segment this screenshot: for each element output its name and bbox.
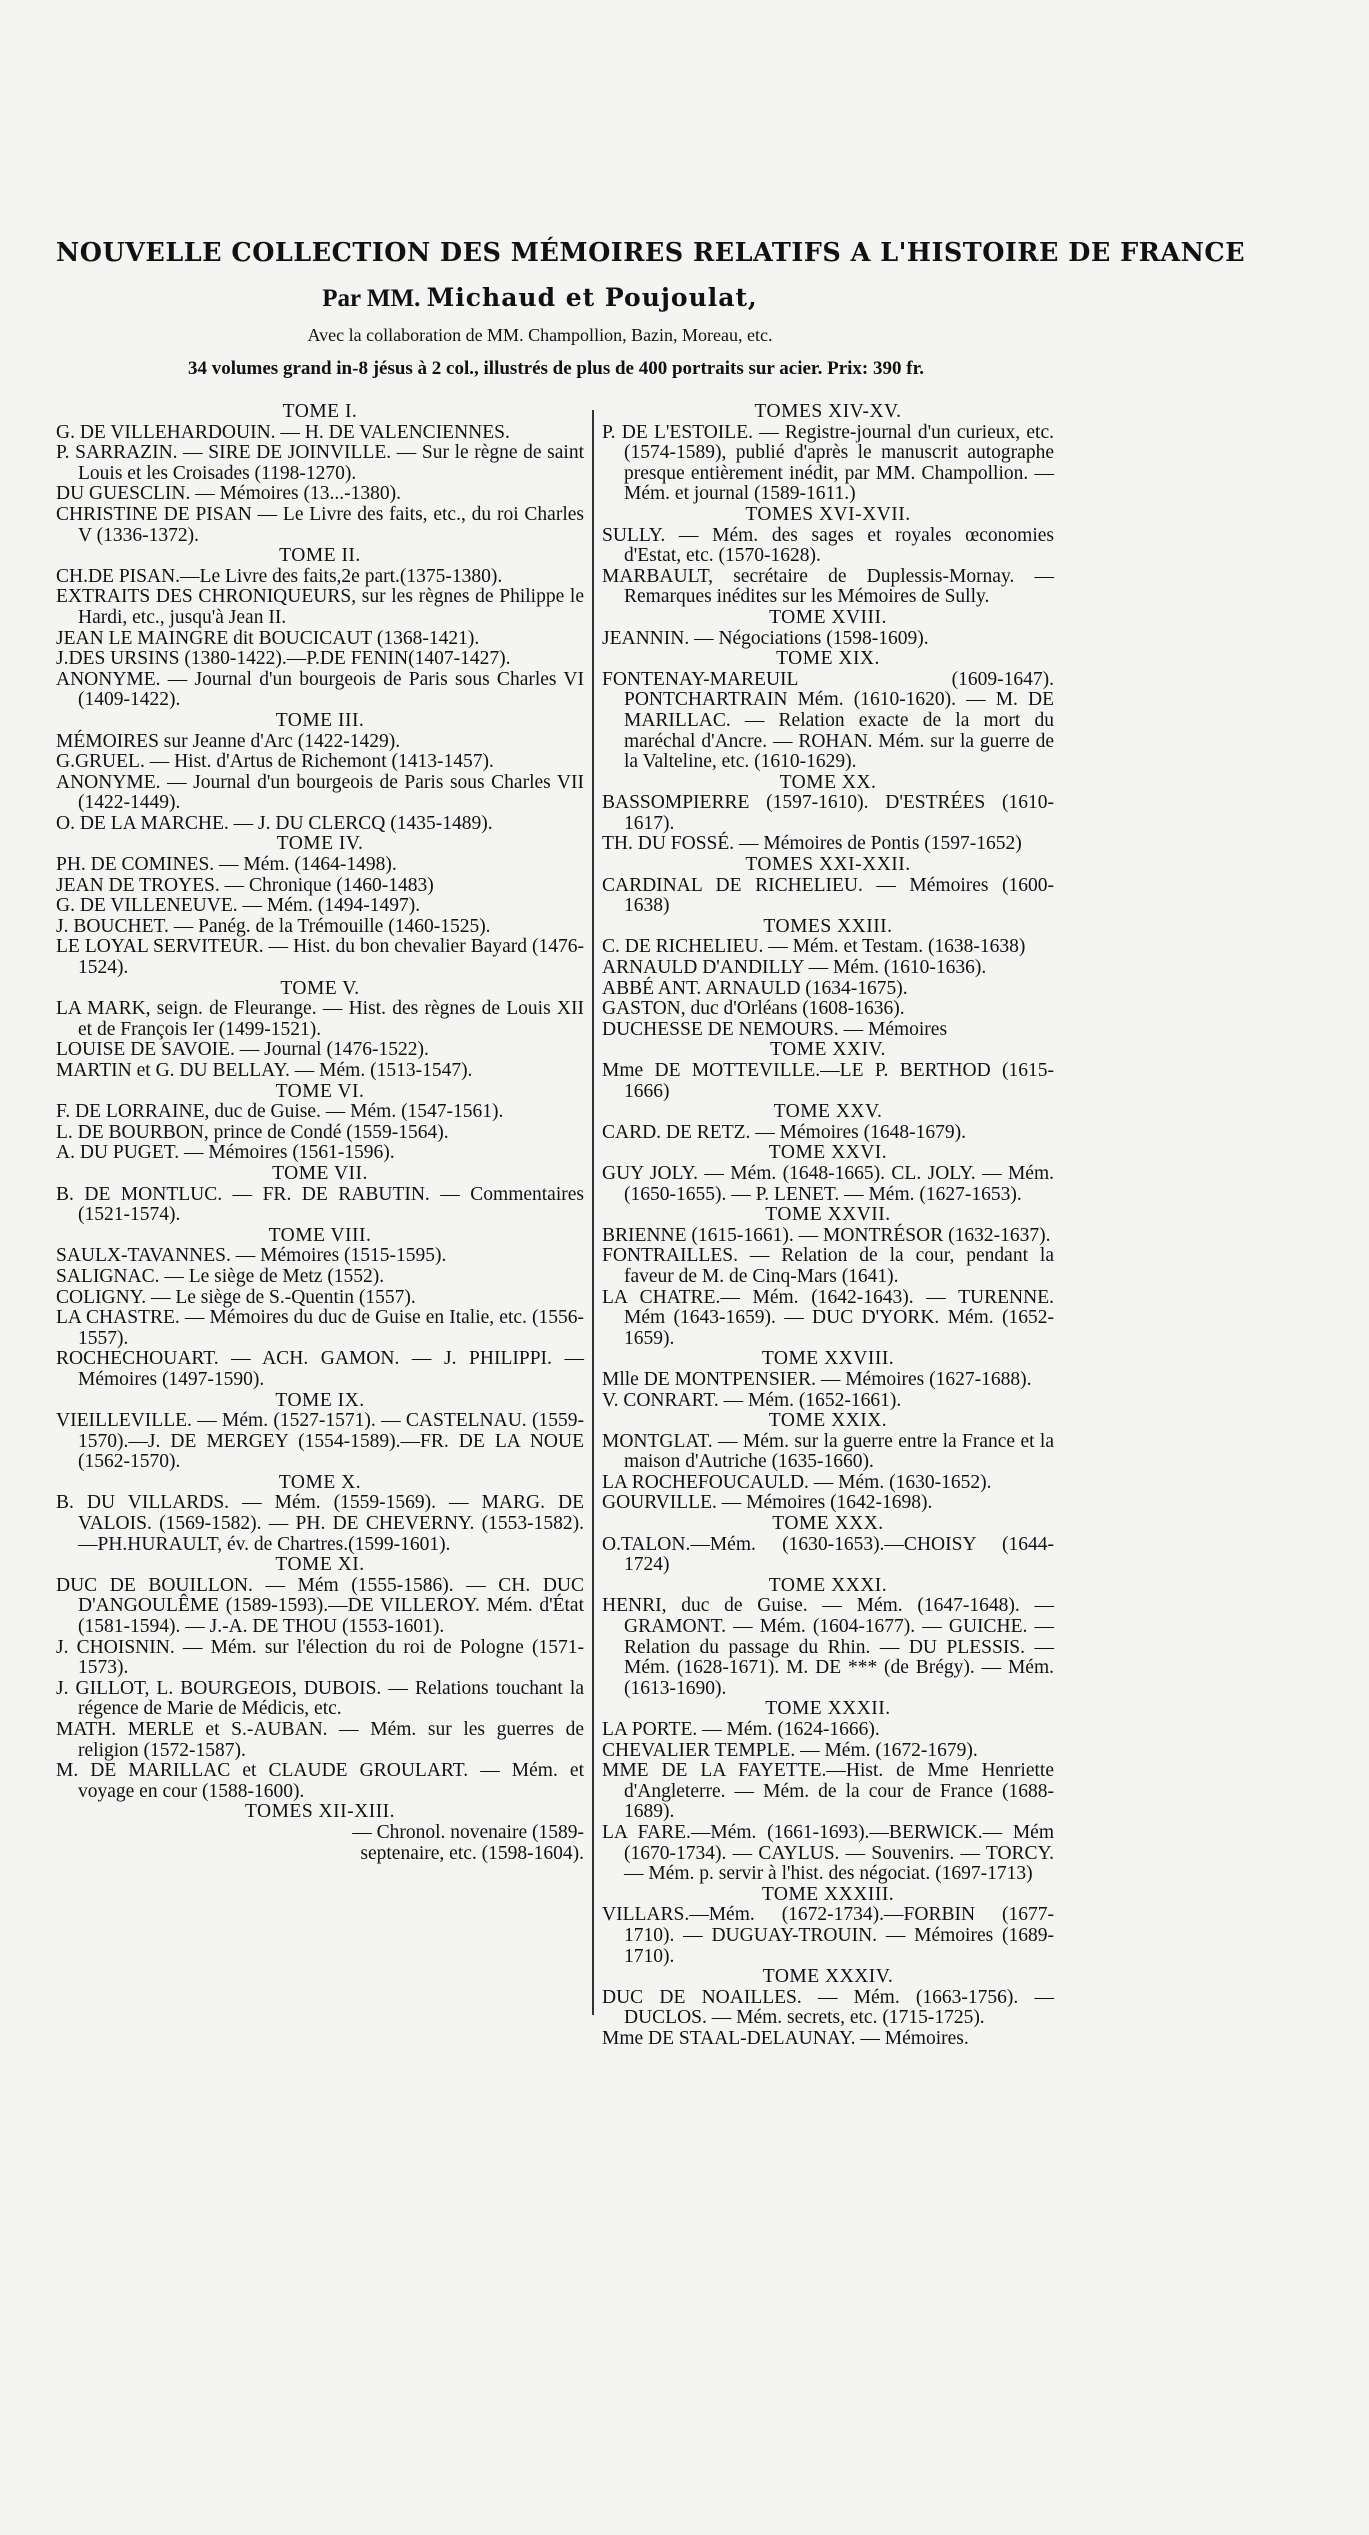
right-tome-heading: TOME XXXI. [768, 1574, 888, 1596]
right-entry: CHEVALIER TEMPLE. — Mém. (1672-1679). [602, 1739, 978, 1761]
right-entry: FONTENAY-MAREUIL (1609-1647). PONTCHARTRAIN Mém. (1610-1620). — M. DE MARILLAC. — Relation exacte de la mort du maréchal d'Ancre. — ROHAN. Mém. sur la guerre de la Valteline, etc. (1610-1629). [602, 668, 1054, 773]
left-entry: G. DE VILLEHARDOUIN. — H. DE VALENCIENNES. [56, 421, 510, 443]
right-entry: LA CHATRE.— Mém. (1642-1643). — TURENNE. Mém (1643-1659). — DUC D'YORK. Mém. (1652-1659). [602, 1286, 1054, 1349]
left-entry: EXTRAITS DES CHRONIQUEURS, sur les règnes de Philippe le Hardi, etc., jusqu'à Jean II. [56, 586, 584, 628]
volumes-price-line: 34 volumes grand in-8 jésus à 2 col., illustrés de plus de 400 portraits sur acier. Prix: 390 fr. [187, 358, 925, 379]
right-entry: FONTRAILLES. — Relation de la cour, pendant la faveur de M. de Cinq-Mars (1641). [602, 1245, 1054, 1287]
right-entry: VILLARS.—Mém. (1672-1734).—FORBIN (1677-1710). — DUGUAY-TROUIN. — Mémoires (1689-1710). [602, 1904, 1054, 1967]
left-entry: LE LOYAL SERVITEUR. — Hist. du bon chevalier Bayard (1476-1524). [56, 936, 584, 979]
collaboration-line: Avec la collaboration de MM. Champollion, Bazin, Moreau, etc. [307, 325, 773, 345]
left-entry: MÉMOIRES sur Jeanne d'Arc (1422-1429). [56, 730, 401, 752]
left-entry: CHRISTINE DE PISAN — Le Livre des faits, etc., du roi Charles V (1336-1372). [56, 503, 584, 546]
byline-prefix: Par MM. [322, 285, 421, 312]
right-entry: CARDINAL DE RICHELIEU. — Mémoires (1600-1638) [602, 874, 1054, 917]
left-entry: DU GUESCLIN. — Mémoires (13...-1380). [56, 483, 402, 505]
right-tome-heading: TOME XIX. [776, 648, 880, 670]
right-entry: GUY JOLY. — Mém. (1648-1665). CL. JOLY. — Mém. (1650-1655). — P. LENET. — Mém. (1627-1653). [602, 1162, 1054, 1205]
left-tome-heading: TOME II. [279, 545, 361, 567]
left-entry: MARTIN et G. DU BELLAY. — Mém. (1513-1547). [56, 1060, 473, 1081]
left-tome-heading: TOME I. [282, 401, 358, 422]
left-entry: F. DE LORRAINE, duc de Guise. — Mém. (1547-1561). [56, 1101, 504, 1123]
left-tome-heading: TOME X. [278, 1471, 362, 1493]
right-entry: HENRI, duc de Guise. — Mém. (1647-1648). — GRAMONT. — Mém. (1604-1677). — GUICHE. — Relation du passage du Rhin. — DU PLESSIS. — Mém. (1628-1671). M. DE *** (de Brégy). — Mém. (1613-1690). [602, 1595, 1054, 1699]
right-tome-heading: TOME XXVI. [768, 1142, 888, 1164]
right-entry: Mme DE MOTTEVILLE.—LE P. BERTHOD (1615-1666) [602, 1060, 1054, 1102]
right-tome-heading: TOMES XVI-XVII. [745, 503, 911, 525]
left-entry: COLIGNY. — Le siège de S.-Quentin (1557). [56, 1286, 416, 1308]
right-entry: JEANNIN. — Négociations (1598-1609). [602, 627, 929, 649]
right-tome-heading: TOMES XXIII. [763, 915, 893, 937]
left-column [56, 402, 584, 1864]
right-tome-heading: TOMES XIV-XV. [754, 401, 902, 422]
right-entry: O.TALON.—Mém. (1630-1653).—CHOISY (1644-1724) [602, 1533, 1054, 1576]
right-entry: MME DE LA FAYETTE.—Hist. de Mme Henriette d'Angleterre. — Mém. de la cour de France (1688-1689). [602, 1760, 1054, 1823]
right-entry: V. CONRART. — Mém. (1652-1661). [602, 1389, 902, 1411]
right-entry: CARD. DE RETZ. — Mémoires (1648-1679). [602, 1121, 966, 1143]
left-entry: J. BOUCHET. — Panég. de la Trémouille (1460-1525). [56, 915, 491, 937]
byline-names: Michaud et Poujoulat, [426, 283, 758, 312]
left-entry: M. DE MARILLAC et CLAUDE GROULART. — Mém. et voyage en cour (1588-1600). [56, 1760, 584, 1802]
right-entry: LA PORTE. — Mém. (1624-1666). [602, 1719, 880, 1740]
right-entry: MARBAULT, secrétaire de Duplessis-Mornay. — Remarques inédites sur les Mémoires de Sully. [602, 565, 1054, 608]
right-entry: SULLY. — Mém. des sages et royales œconomies d'Estat, etc. (1570-1628). [602, 524, 1054, 567]
right-entry: MONTGLAT. — Mém. sur la guerre entre la France et la maison d'Autriche (1635-1660). [602, 1430, 1054, 1473]
left-entry: A. DU PUGET. — Mémoires (1561-1596). [56, 1142, 395, 1164]
left-entry: septenaire, etc. (1598-1604). [360, 1842, 584, 1864]
left-entry: MATH. MERLE et S.-AUBAN. — Mém. sur les guerres de religion (1572-1587). [56, 1719, 584, 1761]
right-entry: ARNAULD D'ANDILLY — Mém. (1610-1636). [602, 957, 987, 979]
left-entry: JEAN LE MAINGRE dit BOUCICAUT (1368-1421). [56, 627, 480, 649]
left-entry: SAULX-TAVANNES. — Mémoires (1515-1595). [56, 1245, 447, 1267]
left-entry: SALIGNAC. — Le siège de Metz (1552). [56, 1265, 385, 1287]
right-column [602, 402, 1054, 2050]
column-divider [592, 410, 594, 2015]
left-tome-heading: TOME IV. [276, 833, 364, 855]
left-tome-heading: TOME IX. [275, 1389, 365, 1411]
left-entry: DUC DE BOUILLON. — Mém (1555-1586). — CH. DUC D'ANGOULÊME (1589-1593).—DE VILLEROY. Mém. d'État (1581-1594). — J.-A. DE THOU (1553-1601). [56, 1574, 584, 1638]
left-entry: O. DE LA MARCHE. — J. DU CLERCQ (1435-1489). [56, 812, 493, 834]
right-entry: GOURVILLE. — Mémoires (1642-1698). [602, 1492, 933, 1514]
right-entry: Mme DE STAAL-DELAUNAY. — Mémoires. [602, 2027, 969, 2049]
left-entry: ANONYME. — Journal d'un bourgeois de Paris sous Charles VI (1409-1422). [56, 668, 584, 711]
right-entry: GASTON, duc d'Orléans (1608-1636). [602, 998, 905, 1020]
right-entry: C. DE RICHELIEU. — Mém. et Testam. (1638-1638) [602, 936, 1026, 958]
right-entry: TH. DU FOSSÉ. — Mémoires de Pontis (1597-1652) [602, 833, 1022, 855]
right-entry: ABBÉ ANT. ARNAULD (1634-1675). [602, 977, 908, 999]
left-entry: G. DE VILLENEUVE. — Mém. (1494-1497). [56, 895, 421, 917]
right-entry: LA ROCHEFOUCAULD. — Mém. (1630-1652). [602, 1471, 992, 1493]
left-entry: J.DES URSINS (1380-1422).—P.DE FENIN(1407-1427). [56, 648, 511, 670]
left-tome-heading: TOME VII. [272, 1162, 368, 1184]
left-entry: PH. DE COMINES. — Mém. (1464-1498). [56, 854, 397, 876]
right-tome-heading: TOME XXV. [773, 1101, 883, 1123]
left-tome-heading: TOME VIII. [268, 1224, 372, 1246]
left-tome-heading: TOME VI. [275, 1080, 365, 1102]
left-tome-heading: TOME V. [280, 977, 360, 999]
right-entry: Mlle DE MONTPENSIER. — Mémoires (1627-1688). [602, 1368, 1032, 1390]
right-tome-heading: TOME XXVII. [765, 1204, 891, 1226]
left-tome-heading: TOME III. [275, 709, 365, 731]
left-entry: B. DU VILLARDS. — Mém. (1559-1569). — MARG. DE VALOIS. (1569-1582). — PH. DE CHEVERNY. (1553-1582).—PH.HURAULT, év. de Chartres.(1599-1601). [56, 1492, 584, 1555]
left-entry: J. CHOISNIN. — Mém. sur l'élection du roi de Pologne (1571-1573). [56, 1636, 584, 1679]
right-tome-heading: TOME XXIX. [768, 1410, 888, 1432]
right-entry: DUCHESSE DE NEMOURS. — Mémoires [602, 1018, 948, 1040]
right-tome-heading: TOME XXX. [772, 1513, 884, 1535]
left-entry: ROCHECHOUART. — ACH. GAMON. — J. PHILIPPI. — Mémoires (1497-1590). [56, 1348, 584, 1390]
right-tome-heading: TOME XXXIV. [762, 1966, 894, 1988]
byline [0, 283, 1080, 313]
left-tome-heading: TOMES XII-XIII. [244, 1801, 396, 1823]
left-tome-heading: TOME XI. [275, 1554, 365, 1576]
left-entry: G.GRUEL. — Hist. d'Artus de Richemont (1413-1457). [56, 751, 494, 773]
left-entry: P. SARRAZIN. — SIRE DE JOINVILLE. — Sur le règne de saint Louis et les Croisades (1198-1270). [56, 442, 584, 484]
right-tome-heading: TOME XX. [779, 771, 877, 793]
left-entry: LA CHASTRE. — Mémoires du duc de Guise en Italie, etc. (1556-1557). [56, 1307, 584, 1349]
right-entry: BASSOMPIERRE (1597-1610). D'ESTRÉES (1610-1617). [602, 792, 1054, 834]
left-entry: B. DE MONTLUC. — FR. DE RABUTIN. — Commentaires (1521-1574). [56, 1183, 584, 1226]
left-entry: CH.DE PISAN.—Le Livre des faits,2e part.(1375-1380). [56, 565, 503, 587]
right-tome-heading: TOME XXIV. [770, 1039, 886, 1061]
left-entry: — Chronol. novenaire (1589- [352, 1821, 584, 1843]
right-entry: LA FARE.—Mém. (1661-1693).—BERWICK.— Mém (1670-1734). — CAYLUS. — Souvenirs. — TORCY. — Mém. p. servir à l'hist. des négociat. (1697-1713) [602, 1821, 1054, 1885]
right-entry: BRIENNE (1615-1661). — MONTRÉSOR (1632-1637). [602, 1224, 1051, 1246]
right-tome-heading: TOME XXXIII. [761, 1883, 895, 1905]
left-entry: JEAN DE TROYES. — Chronique (1460-1483) [56, 874, 434, 896]
collection-title: NOUVELLE COLLECTION DES MÉMOIRES RELATIFS A L'HISTOIRE DE FRANCE [56, 238, 1246, 268]
left-entry: LOUISE DE SAVOIE. — Journal (1476-1522). [56, 1039, 429, 1061]
left-entry: LA MARK, seign. de Fleurange. — Hist. des règnes de Louis XII et de François Ier (1499-1521). [56, 998, 584, 1040]
right-tome-heading: TOME XXXII. [765, 1698, 891, 1720]
right-entry: DUC DE NOAILLES. — Mém. (1663-1756). — DUCLOS. — Mém. secrets, etc. (1715-1725). [602, 1986, 1054, 2029]
left-entry: L. DE BOURBON, prince de Condé (1559-1564). [56, 1121, 449, 1143]
left-entry: J. GILLOT, L. BOURGEOIS, DUBOIS. — Relations touchant la régence de Marie de Médicis, etc. [56, 1677, 584, 1720]
right-entry: P. DE L'ESTOILE. — Registre-journal d'un curieux, etc. (1574-1589), publié d'après le manuscrit autographe presque entièrement inédit, par MM. Champollion. — Mém. et journal (1589-1611.) [602, 421, 1054, 505]
right-tome-heading: TOME XVIII. [769, 606, 887, 628]
right-tome-heading: TOME XXVIII. [761, 1348, 895, 1370]
left-entry: ANONYME. — Journal d'un bourgeois de Paris sous Charles VII (1422-1449). [56, 771, 584, 814]
right-tome-heading: TOMES XXI-XXII. [745, 854, 911, 876]
left-entry: VIEILLEVILLE. — Mém. (1527-1571). — CASTELNAU. (1559-1570).—J. DE MERGEY (1554-1589).—FR. DE LA NOUE (1562-1570). [56, 1410, 584, 1473]
